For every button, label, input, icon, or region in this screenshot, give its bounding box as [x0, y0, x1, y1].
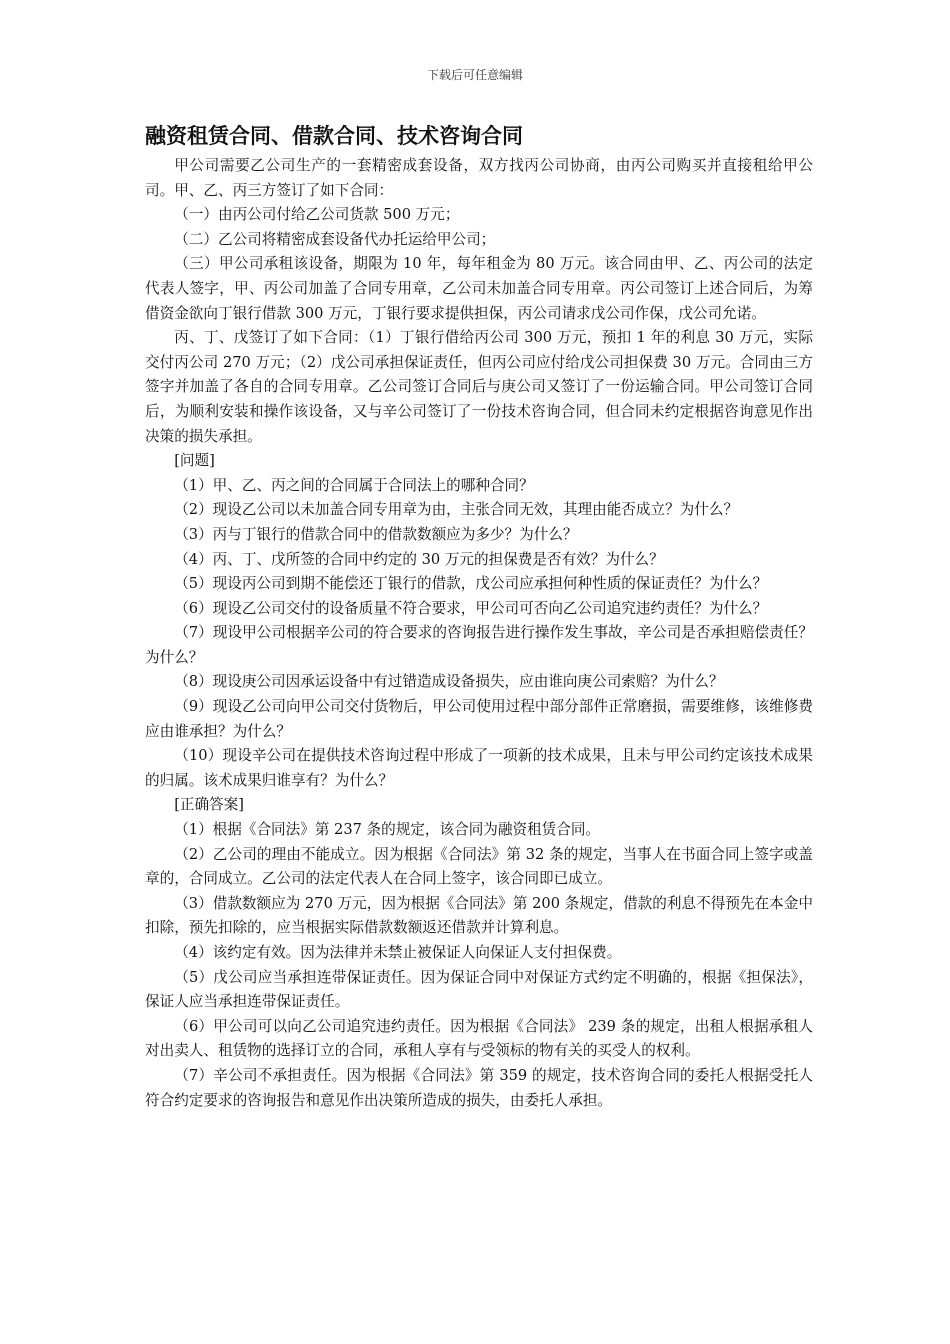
question-item: （8）现设庚公司因承运设备中有过错造成设备损失，应由谁向庚公司索赔？为什么？ — [174, 673, 724, 691]
question-item: （1）甲、乙、丙之间的合同属于合同法上的哪种合同？ — [174, 476, 534, 494]
paragraph: 甲公司需要乙公司生产的一套精密成套设备，双方找丙公司协商，由丙公司购买并直接租给甲公司。甲、乙、丙三方签订了如下合同： — [145, 157, 813, 199]
answer-item: （4）该约定有效。因为法律并未禁止被保证人向保证人支付担保费。 — [174, 944, 622, 961]
question-item: （9）现设乙公司向甲公司交付货物后，甲公司使用过程中部分部件正常磨损，需要维修，该维修费应由谁承担？为什么？ — [145, 698, 813, 740]
answer-item: （7）辛公司不承担责任。因为根据《合同法》第 359 的规定，技术咨询合同的委托人根据受托人符合约定要求的咨询报告和意见作出决策所造成的损失，由委托人承担。 — [145, 1066, 813, 1109]
question-item: （2）现设乙公司以未加盖合同专用章为由，主张合同无效，其理由能否成立？为什么？ — [174, 501, 739, 519]
section-heading-questions: [问题] — [174, 452, 215, 470]
section-heading-answers: [正确答案] — [174, 796, 244, 814]
answer-item: （3）借款数额应为 270 万元，因为根据《合同法》第 200 条规定，借款的利息不得预先在本金中扣除，预先扣除的，应当根据实际借款数额返还借款并计算利息。 — [145, 894, 813, 937]
document-title: 融资租赁合同、借款合同、技术咨询合同 — [145, 124, 523, 148]
document-body — [145, 120, 813, 1113]
paragraph-list — [145, 154, 813, 1113]
page-header: 下载后可任意编辑 — [426, 68, 523, 82]
contract-clause: （二）乙公司将精密成套设备代办托运给甲公司； — [174, 230, 496, 248]
answer-item: （2）乙公司的理由不能成立。因为根据《合同法》第 32 条的规定，当事人在书面合同上签字或盖章的，合同成立。乙公司的法定代表人在合同上签字，该合同即已成立。 — [145, 845, 813, 888]
question-item: （3）丙与丁银行的借款合同中的借款数额应为多少？为什么？ — [174, 525, 578, 543]
answer-item: （1）根据《合同法》第 237 条的规定，该合同为融资租赁合同。 — [174, 821, 601, 839]
answer-item: （6）甲公司可以向乙公司追究违约责任。因为根据《合同法》 239 条的规定，出租人根据承租人对出卖人、租赁物的选择订立的合同，承租人享有与受领标的物有关的买受人的权利。 — [145, 1017, 813, 1060]
contract-clause: （三）甲公司承租该设备，期限为 10 年，每年租金为 80 万元。该合同由甲、乙、丙公司的法定代表人签字，甲、丙公司加盖了合同专用章，乙公司未加盖合同专用章。丙公司签订上述合同后，为筹借资金欲向丁银行借款 300 万元，丁银行要求提供担保，丙公司请求戊公司作保，戊公司允诺。 — [145, 255, 813, 322]
question-item: （4）丙、丁、戊所签的合同中约定的 30 万元的担保费是否有效？为什么？ — [174, 550, 664, 568]
question-item: （5）现设丙公司到期不能偿还丁银行的借款，戊公司应承担何种性质的保证责任？为什么？ — [174, 575, 768, 593]
question-item: （10）现设辛公司在提供技术咨询过程中形成了一项新的技术成果，且未与甲公司约定该技术成果的归属。该术成果归谁享有？为什么？ — [145, 747, 813, 789]
contract-clause: （一）由丙公司付给乙公司货款 500 万元； — [174, 206, 460, 224]
paragraph: 丙、丁、戊签订了如下合同：（1）丁银行借给丙公司 300 万元，预扣 1 年的利息 30 万元，实际交付丙公司 270 万元；（2）戊公司承担保证责任，但丙公司应付给戊公司担保费 30 万元。合同由三方签字并加盖了各自的合同专用章。乙公司签订合同后与庚公司又签订了一份运输合同。甲公司签订合同后，为顺利安装和操作该设备，又与辛公司签订了一份技术咨询合同，但合同未约定根据咨询意见作出决策的损失承担。 — [145, 329, 813, 445]
question-item: （6）现设乙公司交付的设备质量不符合要求，甲公司可否向乙公司追究违约责任？为什么？ — [174, 599, 768, 617]
answer-item: （5）戊公司应当承担连带保证责任。因为保证合同中对保证方式约定不明确的，根据《担保法》，保证人应当承担连带保证责任。 — [145, 968, 813, 1011]
question-item: （7）现设甲公司根据辛公司的符合要求的咨询报告进行操作发生事故，辛公司是否承担赔偿责任？为什么？ — [145, 624, 813, 666]
